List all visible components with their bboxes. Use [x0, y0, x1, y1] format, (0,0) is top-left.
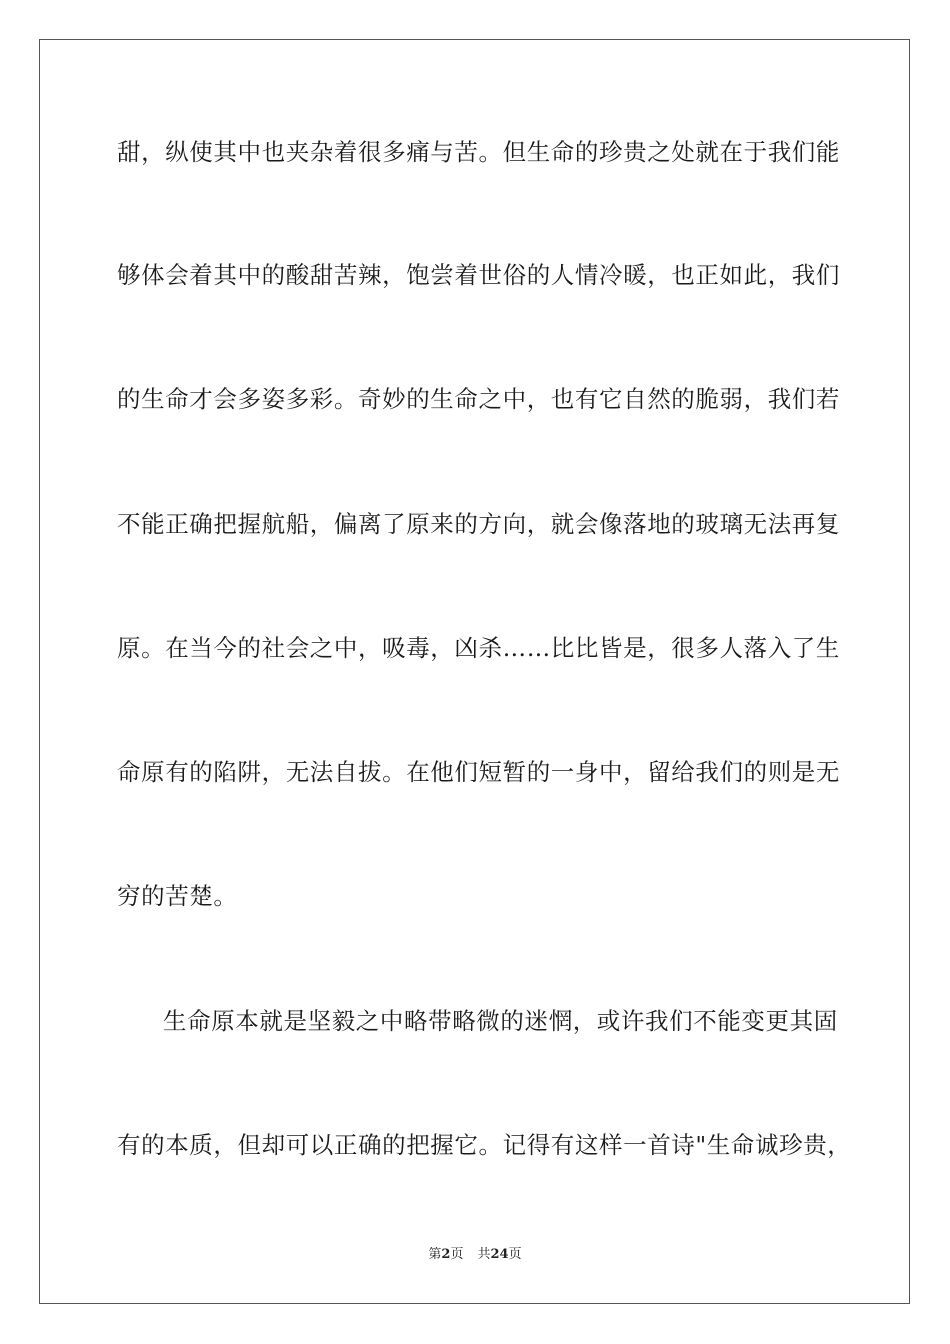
paragraph-first-line: 生命原本就是坚毅之中略带略微的迷惘，或许我们不能变更其固	[163, 1007, 838, 1035]
total-pages: 24	[490, 1247, 509, 1262]
page-prefix: 第	[428, 1247, 442, 1262]
page-border	[39, 39, 910, 1304]
text-line: 穷的苦楚。	[117, 882, 238, 910]
total-suffix: 页	[508, 1247, 522, 1262]
page-number: 2	[441, 1247, 451, 1262]
text-line: 不能正确把握航船，偏离了原来的方向，就会像落地的玻璃无法再复	[117, 510, 840, 538]
text-line: 原。在当今的社会之中，吸毒，凶杀……比比皆是，很多人落入了生	[117, 634, 840, 662]
page-suffix: 页	[450, 1247, 464, 1262]
text-line: 的生命才会多姿多彩。奇妙的生命之中，也有它自然的脆弱，我们若	[117, 385, 840, 413]
text-line: 够体会着其中的酸甜苦辣，饱尝着世俗的人情冷暖，也正如此，我们	[117, 261, 840, 289]
page-footer	[0, 1246, 950, 1264]
total-prefix: 共	[477, 1247, 491, 1262]
text-line: 有的本质，但却可以正确的把握它。记得有这样一首诗"生命诚珍贵，	[117, 1131, 852, 1159]
text-line: 甜，纵使其中也夹杂着很多痛与苦。但生命的珍贵之处就在于我们能	[117, 138, 840, 166]
text-line: 命原有的陷阱，无法自拔。在他们短暂的一身中，留给我们的则是无	[117, 758, 840, 786]
